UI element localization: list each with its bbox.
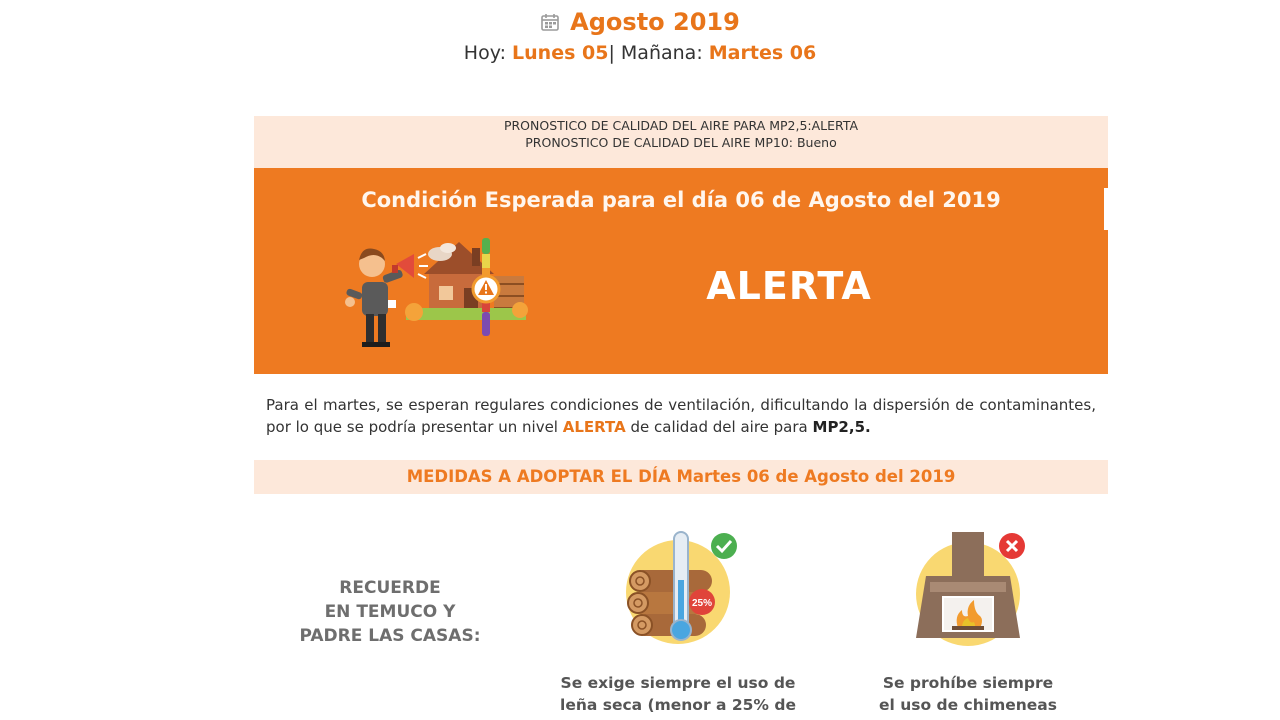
condition-box bbox=[254, 168, 1108, 374]
today-value: Lunes 05 bbox=[512, 42, 609, 64]
day-line bbox=[0, 42, 1280, 64]
measures-title: MEDIDAS A ADOPTAR EL DÍA Martes 06 de Agosto del 2019 bbox=[406, 467, 956, 486]
measure-fireplace-line-1: Se prohíbe siempre bbox=[882, 674, 1054, 692]
calendar-icon bbox=[540, 12, 560, 32]
fireplace-icon bbox=[908, 530, 1032, 648]
header bbox=[0, 8, 1280, 64]
measure-firewood-text bbox=[540, 672, 816, 716]
description-level: ALERTA bbox=[562, 418, 626, 436]
tomorrow-value: Martes 06 bbox=[708, 42, 817, 64]
remember-line-2: EN TEMUCO Y bbox=[324, 602, 456, 622]
house-icon bbox=[405, 242, 528, 321]
condition-title: Condición Esperada para el día 06 de Agosto del 2019 bbox=[361, 188, 1001, 212]
today-label: Hoy: bbox=[463, 42, 506, 64]
divider bbox=[1104, 188, 1108, 230]
day-separator: | bbox=[608, 42, 615, 64]
forecast-mp25: PRONOSTICO DE CALIDAD DEL AIRE PARA MP2,5:ALERTA bbox=[503, 118, 859, 133]
measure-fireplace-line-2: el uso de chimeneas bbox=[879, 696, 1057, 714]
description-text-2: de calidad del aire para bbox=[625, 418, 813, 436]
alert-level-label: ALERTA bbox=[706, 264, 872, 308]
measure-firewood-line-2: leña seca (menor a 25% de bbox=[560, 696, 796, 714]
remember-line-3: PADRE LAS CASAS: bbox=[299, 626, 481, 646]
remember-block bbox=[270, 576, 510, 648]
remember-line-1: RECUERDE bbox=[339, 578, 441, 598]
measure-fireplace-text bbox=[840, 672, 1096, 716]
thermometer-icon bbox=[671, 532, 691, 640]
dry-firewood-icon bbox=[620, 530, 740, 645]
man-with-megaphone-icon bbox=[345, 248, 428, 347]
prohibited-icon bbox=[999, 533, 1025, 559]
measure-firewood-line-1: Se exige siempre el uso de bbox=[560, 674, 796, 692]
month-year-title: Agosto 2019 bbox=[570, 8, 740, 36]
check-icon bbox=[711, 533, 737, 559]
forecast-description bbox=[266, 394, 1096, 438]
month-line bbox=[0, 8, 1280, 36]
description-text-1: Para el martes, se esperan regulares condiciones de ventilación, dificultando la dispersión de contaminantes, por lo que se podría presentar un nivel bbox=[266, 396, 1096, 436]
forecast-box bbox=[254, 116, 1108, 168]
alert-megaphone-illustration bbox=[344, 236, 534, 348]
measures-title-bar bbox=[254, 460, 1108, 494]
forecast-mp10: PRONOSTICO DE CALIDAD DEL AIRE MP10: Bueno bbox=[525, 135, 837, 150]
moisture-badge: 25% bbox=[691, 598, 713, 609]
tomorrow-label: Mañana: bbox=[620, 42, 703, 64]
description-pollutant: MP2,5. bbox=[812, 418, 871, 436]
